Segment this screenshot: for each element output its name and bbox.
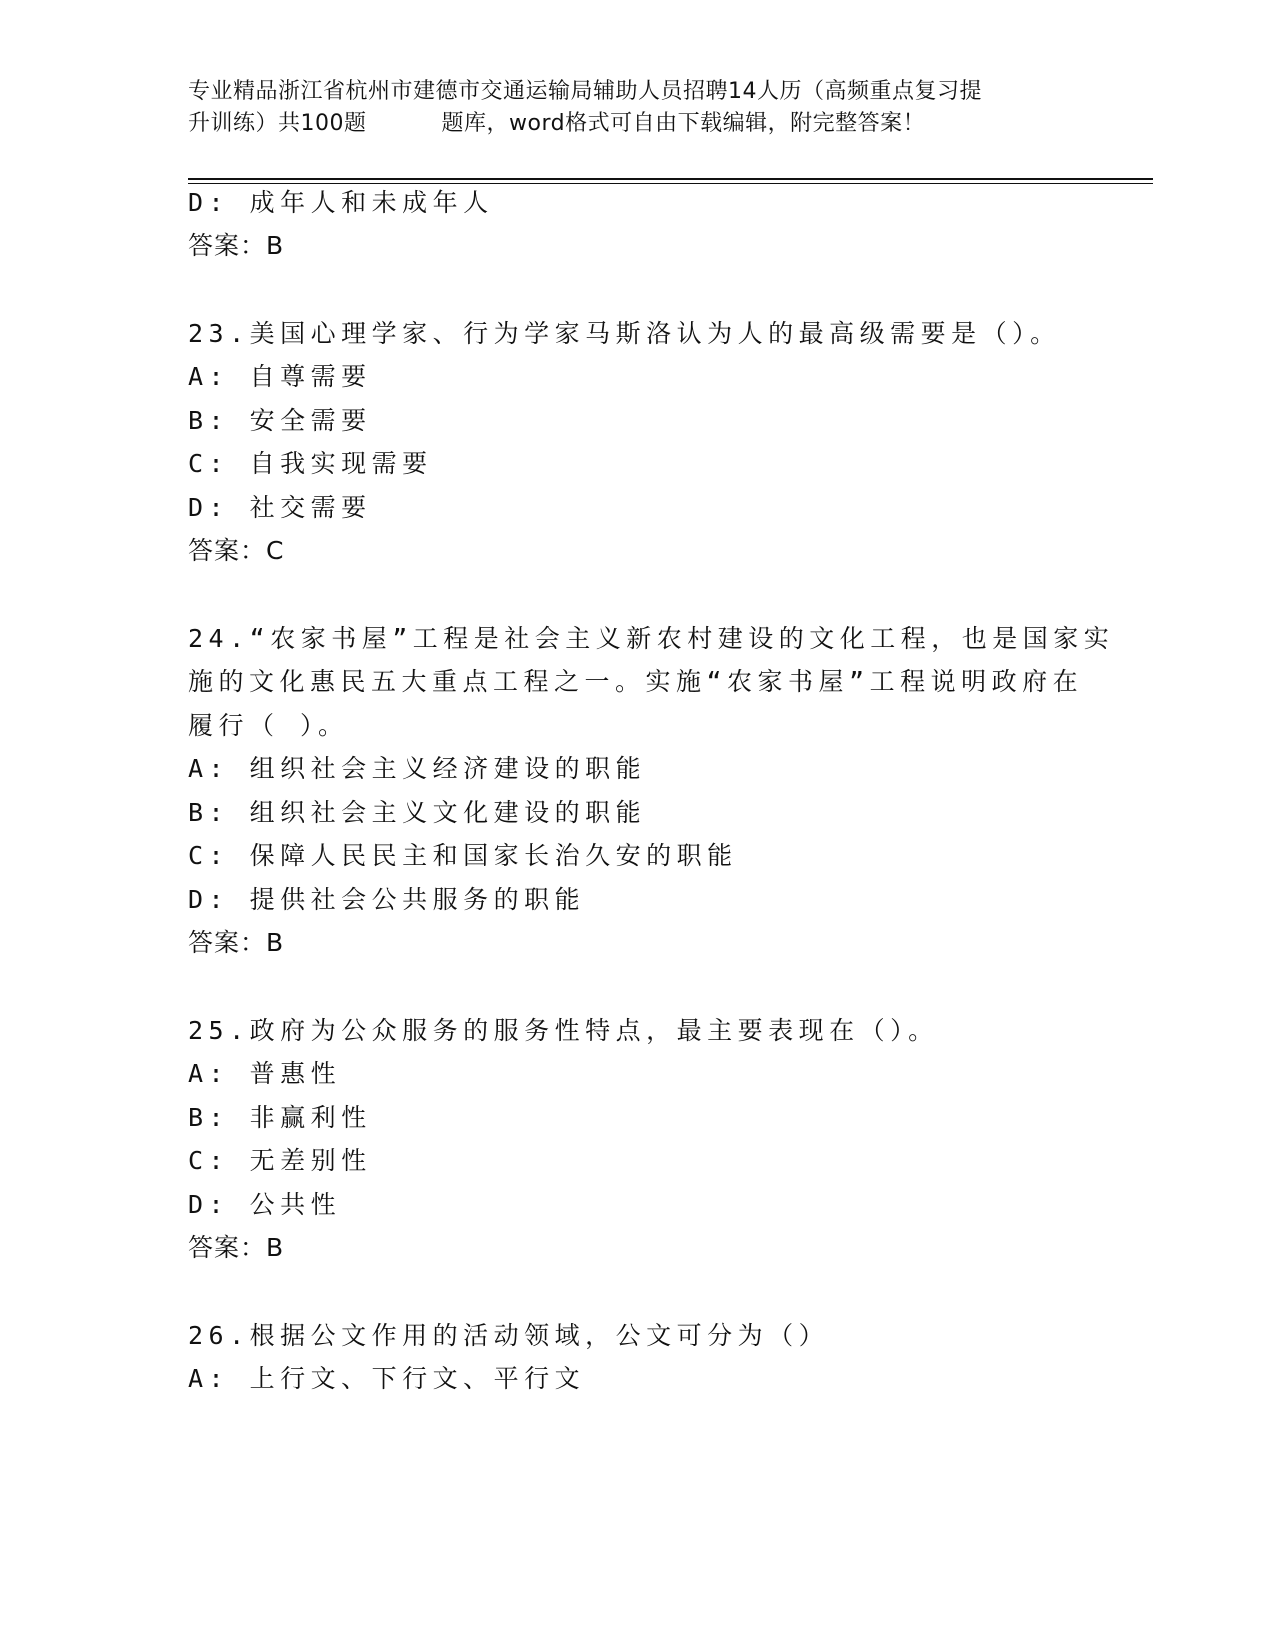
q24-option-d: D: 提供社会公共服务的职能: [188, 885, 586, 914]
q23-option-d: D: 社交需要: [188, 493, 372, 522]
q24-question-line-1: 24.“农家书屋”工程是社会主义新农村建设的文化工程，也是国家实: [188, 624, 1115, 653]
q24-option-a: A: 组织社会主义经济建设的职能: [188, 754, 647, 783]
q23-option-b: B: 安全需要: [188, 406, 372, 435]
q25-answer: 答案：B: [188, 1233, 285, 1262]
header-line-2-part-2: 题库，word格式可自由下载编辑，附完整答案！: [441, 111, 926, 136]
header-rule-thick: [188, 178, 1153, 180]
q23-question: 23.美国心理学家、行为学家马斯洛认为人的最高级需要是（）。: [188, 319, 1061, 348]
q24-answer: 答案：B: [188, 928, 285, 957]
q25-question: 25.政府为公众服务的服务性特点，最主要表现在（）。: [188, 1016, 939, 1045]
header-line-1: 专业精品浙江省杭州市建德市交通运输局辅助人员招聘14人历（高频重点复习提: [188, 79, 982, 104]
q23-option-a: A: 自尊需要: [188, 362, 372, 391]
q26-option-a: A: 上行文、下行文、平行文: [188, 1364, 586, 1393]
q25-option-c: C: 无差别性: [188, 1146, 372, 1175]
q22-answer: 答案：B: [188, 231, 285, 260]
q24-question-line-2: 施的文化惠民五大重点工程之一。实施“农家书屋”工程说明政府在: [188, 667, 1084, 696]
header-line-2: [188, 108, 1088, 140]
q24-option-c: C: 保障人民民主和国家长治久安的职能: [188, 841, 738, 870]
q24-question-line-3: 履行（ ）。: [188, 711, 349, 740]
q23-option-c: C: 自我实现需要: [188, 449, 433, 478]
header-line-2-part-1: 升训练）共100题: [188, 111, 367, 136]
q23-answer: 答案：C: [188, 536, 285, 565]
q25-option-b: B: 非赢利性: [188, 1103, 372, 1132]
q25-option-a: A: 普惠性: [188, 1059, 342, 1088]
q26-question: 26.根据公文作用的活动领域，公文可分为（）: [188, 1321, 830, 1350]
page-header: [188, 76, 1088, 140]
header-rule-thin: [188, 183, 1153, 184]
q24-option-b: B: 组织社会主义文化建设的职能: [188, 798, 647, 827]
q22-option-d: D: 成年人和未成年人: [188, 188, 494, 217]
q25-option-d: D: 公共性: [188, 1190, 342, 1219]
